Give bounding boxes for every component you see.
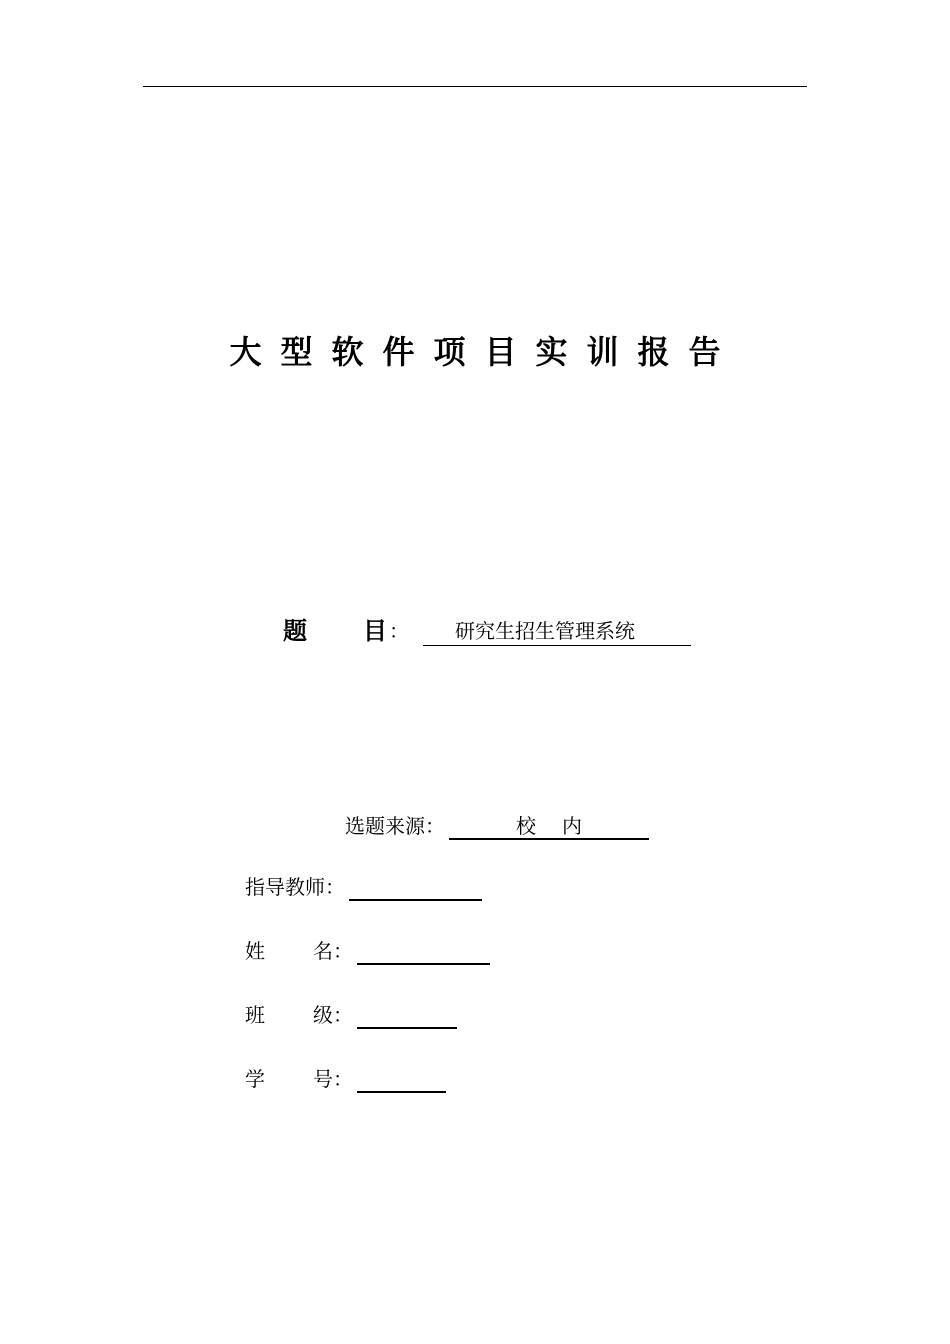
name-field[interactable] xyxy=(357,937,490,965)
source-value-char2: 内 xyxy=(562,814,582,838)
student-id-label-char2: 号： xyxy=(313,1067,353,1091)
header-rule xyxy=(143,86,807,87)
topic-label xyxy=(283,616,387,646)
topic-label-char1: 题 xyxy=(283,617,307,645)
topic-row xyxy=(283,612,691,646)
advisor-row xyxy=(245,873,482,901)
advisor-field[interactable] xyxy=(349,873,482,901)
advisor-label: 指导教师： xyxy=(245,875,345,899)
student-id-row xyxy=(245,1065,446,1093)
name-label-char2: 名： xyxy=(313,939,353,963)
source-value xyxy=(449,812,649,840)
class-label xyxy=(245,1001,353,1029)
class-row xyxy=(245,1001,457,1029)
name-label xyxy=(245,937,353,965)
class-label-char2: 级： xyxy=(313,1003,353,1027)
topic-value: 研究生招生管理系统 xyxy=(423,617,691,646)
name-label-char1: 姓 xyxy=(245,939,265,963)
report-title: 大型软件项目实训报告 xyxy=(229,333,740,371)
source-value-char1: 校 xyxy=(516,814,536,838)
student-id-field[interactable] xyxy=(357,1065,446,1093)
source-row xyxy=(345,812,649,840)
student-id-label xyxy=(245,1065,353,1093)
name-row xyxy=(245,937,490,965)
source-label: 选题来源： xyxy=(345,814,445,838)
topic-colon: ： xyxy=(389,619,409,643)
class-field[interactable] xyxy=(357,1001,457,1029)
student-id-label-char1: 学 xyxy=(245,1067,265,1091)
topic-label-char2: 目 xyxy=(363,617,387,645)
class-label-char1: 班 xyxy=(245,1003,265,1027)
